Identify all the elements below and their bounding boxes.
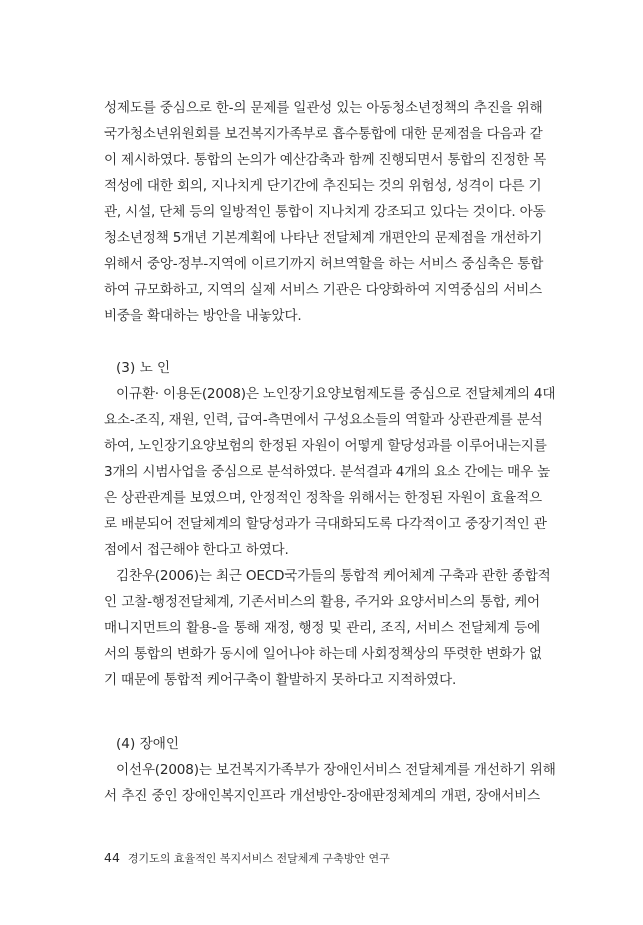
section-heading-disabled: (4) 장애인 bbox=[116, 736, 179, 752]
text-line: 은 상관관계를 보였으며, 안정적인 정착을 위해서는 한정된 자원이 효율적으 bbox=[104, 490, 542, 506]
text-line: 3개의 시범사업을 중심으로 분석하였다. 분석결과 4개의 요소 간에는 매우 높 bbox=[104, 464, 551, 480]
text-line: 위해서 중앙-정부-지역에 이르기까지 허브역할을 하는 서비스 중심축은 통합 bbox=[104, 256, 544, 272]
text-line: 매니지먼트의 활용-을 통해 재정, 행정 및 관리, 조직, 서비스 전달체계 등에 bbox=[104, 620, 540, 636]
text-line: 이규환· 이용돈(2008)은 노인장기요양보험제도를 중심으로 전달체계의 4대 bbox=[116, 386, 556, 402]
page-footer bbox=[104, 850, 390, 867]
text-line: 관, 시설, 단체 등의 일방적인 통합이 지나치게 강조되고 있다는 것이다. 아동 bbox=[104, 204, 546, 220]
text-line: 성제도를 중심으로 한-의 문제를 일관성 있는 아동청소년정책의 추진을 위해 bbox=[104, 100, 543, 116]
text-line: 김찬우(2006)는 최근 OECD국가들의 통합적 케어체계 구축과 관한 종합적 bbox=[116, 568, 551, 584]
page-number: 44 bbox=[104, 850, 120, 865]
text-line: 이선우(2008)는 보건복지가족부가 장애인서비스 전달체계를 개선하기 위해 bbox=[116, 762, 556, 778]
text-line: 인 고찰-행정전달체계, 기존서비스의 활용, 주거와 요양서비스의 통합, 케어 bbox=[104, 594, 540, 610]
text-line: 기 때문에 통합적 케어구축이 활발하지 못하다고 지적하였다. bbox=[104, 672, 457, 688]
text-line: 하여, 노인장기요양보험의 한정된 자원이 어떻게 할당성과를 이루어내는지를 bbox=[104, 438, 547, 454]
text-line: 하여 규모화하고, 지역의 실제 서비스 기관은 다양화하여 지역중심의 서비스 bbox=[104, 282, 542, 298]
text-line: 서의 통합의 변화가 동시에 일어나야 하는데 사회정책상의 뚜렷한 변화가 없 bbox=[104, 646, 542, 662]
section-heading-elderly: (3) 노 인 bbox=[116, 360, 171, 376]
text-line: 이 제시하였다. 통합의 논의가 예산감축과 함께 진행되면서 통합의 진정한 목 bbox=[104, 152, 547, 168]
text-line: 로 배분되어 전달체계의 할당성과가 극대화되도록 다각적이고 중장기적인 관 bbox=[104, 516, 547, 532]
text-line: 서 추진 중인 장애인복지인프라 개선방안-장애판정체계의 개편, 장애서비스 bbox=[104, 788, 540, 804]
text-line: 국가청소년위원회를 보건복지가족부로 흡수통합에 대한 문제점을 다음과 같 bbox=[104, 126, 543, 142]
text-line: 요소-조직, 재원, 인력, 급여-측면에서 구성요소들의 역할과 상관관계를 분석 bbox=[104, 412, 543, 428]
running-title: 경기도의 효율적인 복지서비스 전달체계 구축방안 연구 bbox=[127, 852, 390, 865]
text-line: 점에서 접근해야 한다고 하였다. bbox=[104, 542, 289, 558]
text-line: 청소년정책 5개년 기본계획에 나타난 전달체계 개편안의 문제점을 개선하기 bbox=[104, 230, 543, 246]
text-line: 비중을 확대하는 방안을 내놓았다. bbox=[104, 308, 302, 324]
text-line: 적성에 대한 회의, 지나치게 단기간에 추진되는 것의 위험성, 성격이 다른 기 bbox=[104, 178, 542, 194]
